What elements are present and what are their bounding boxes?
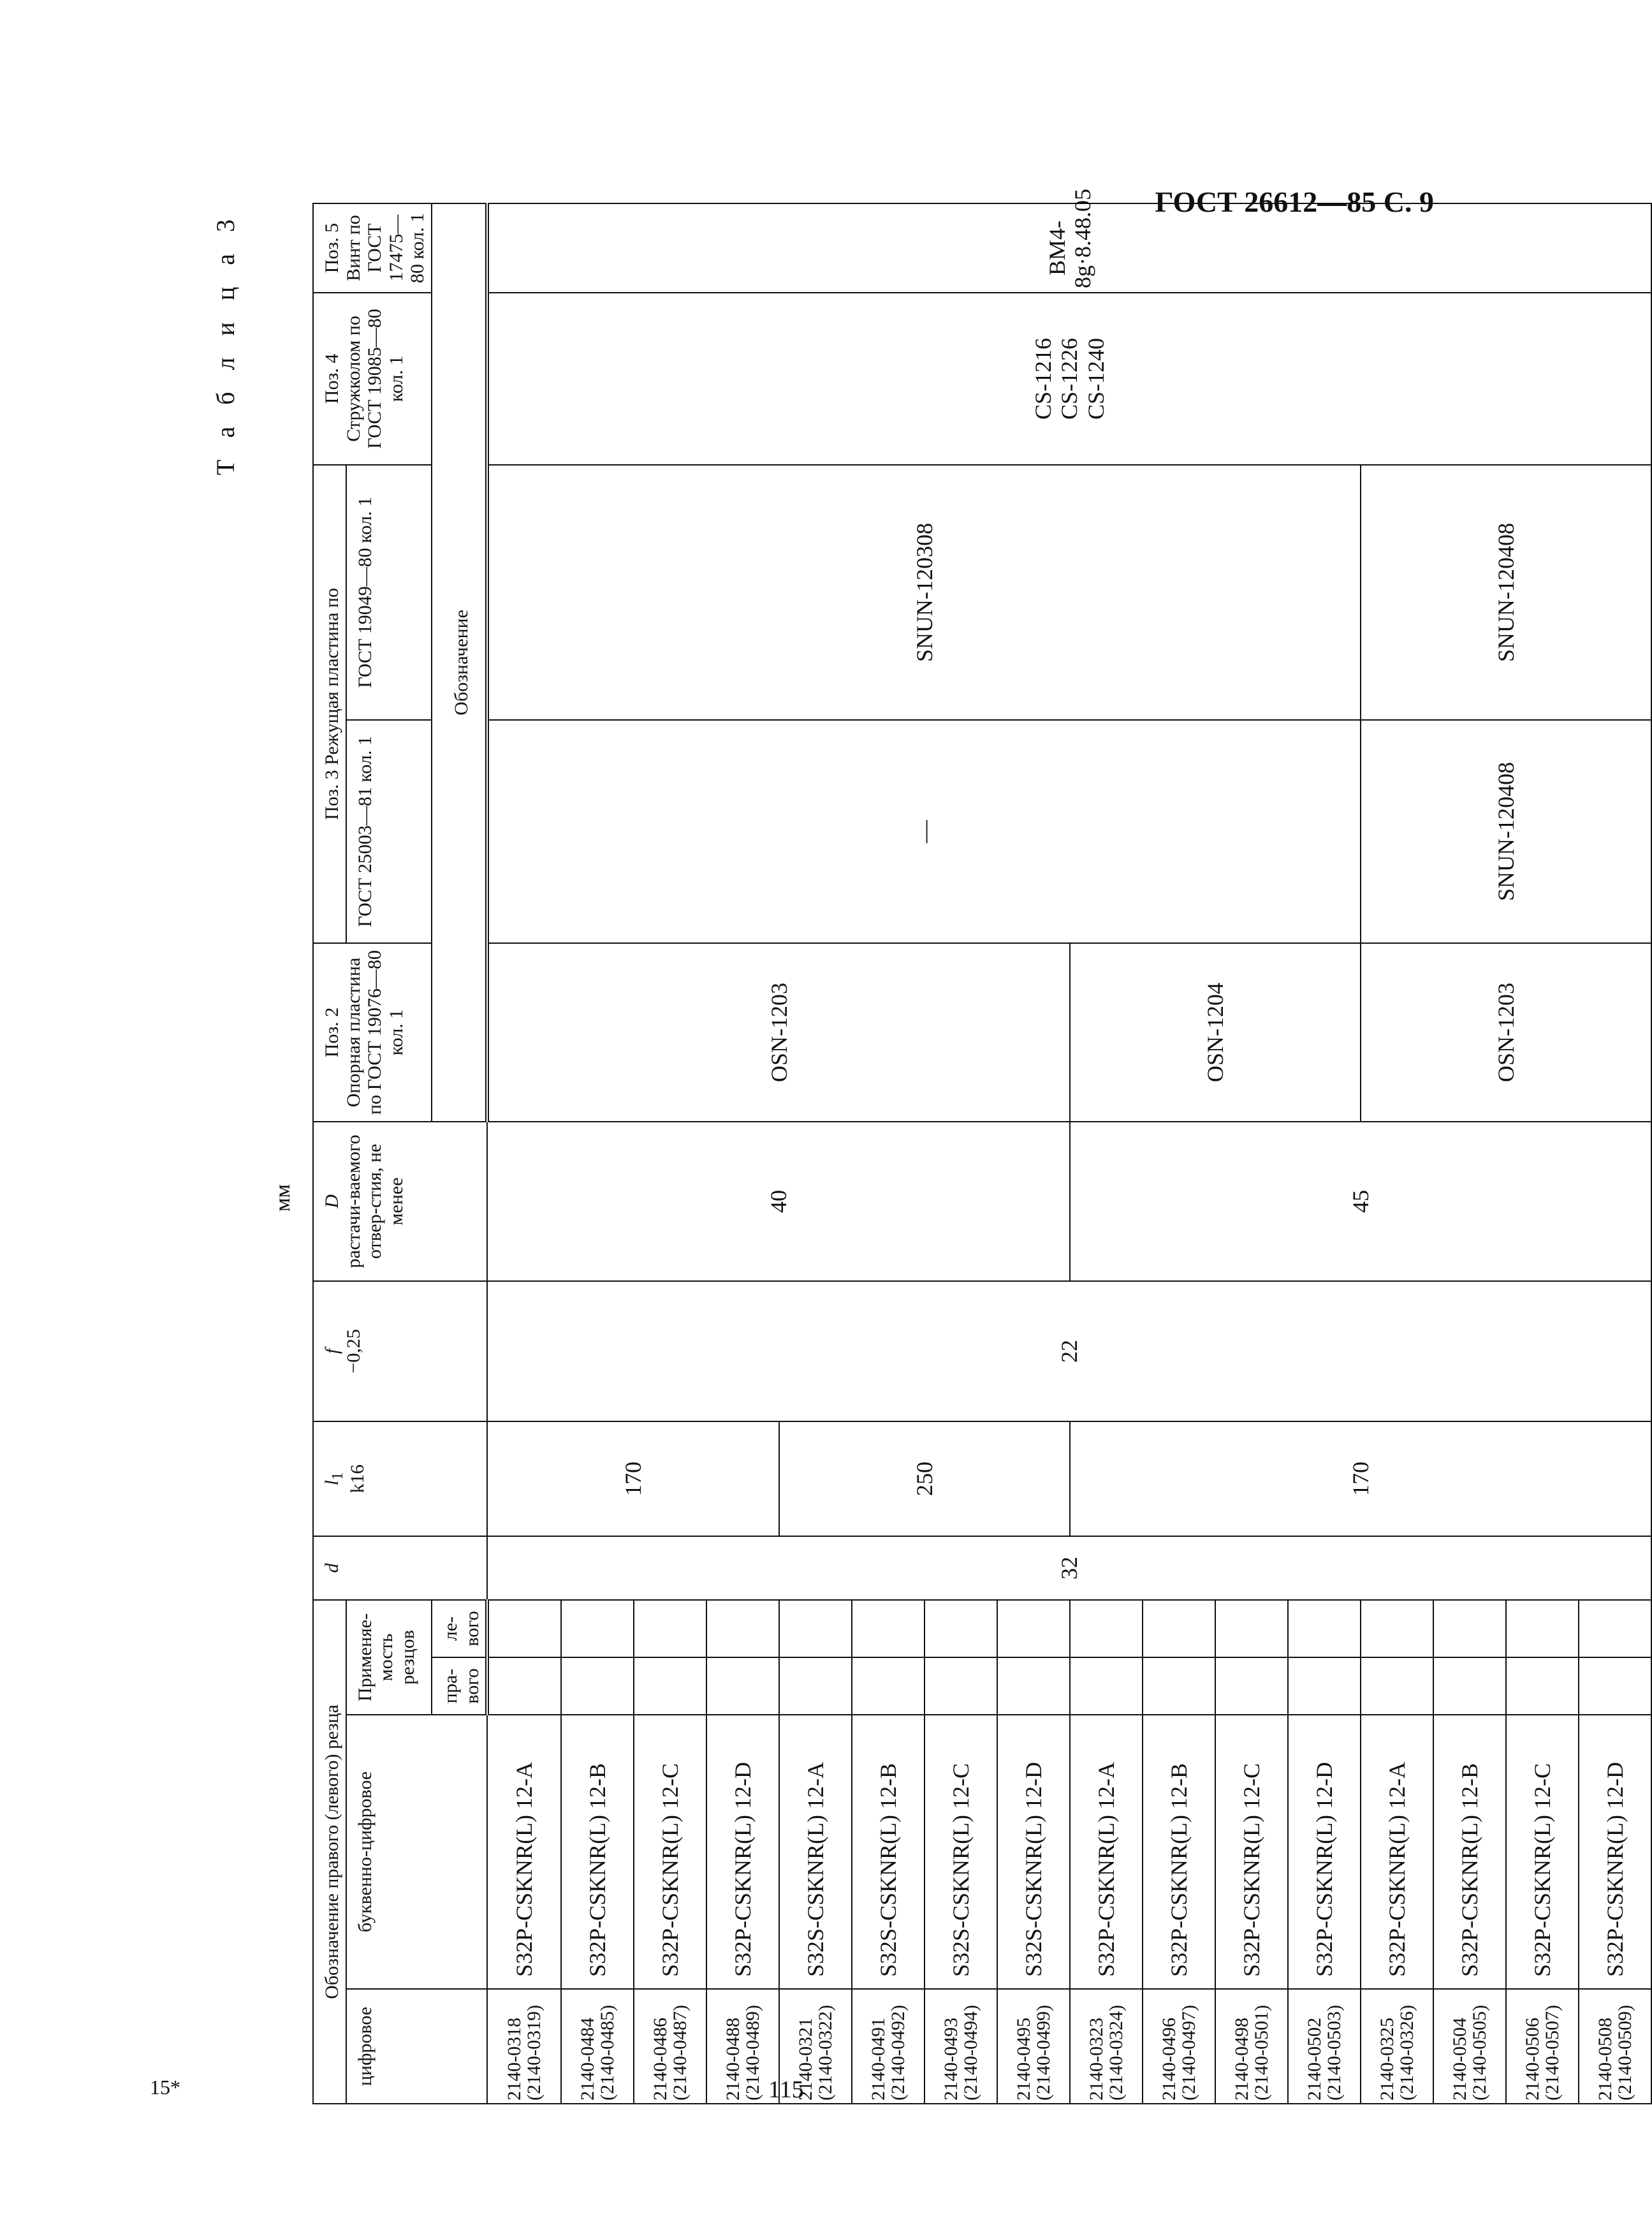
cell-l1-b: 250 bbox=[779, 1421, 1070, 1536]
cell-bukvenno: S32P-CSKNR(L) 12-B bbox=[561, 1715, 634, 1989]
table-caption: Т а б л и ц а 3 bbox=[211, 212, 240, 476]
cell-poz3-gost19049-a: SNUN-120308 bbox=[487, 465, 1361, 720]
header-cifrovoe: цифровое bbox=[346, 1989, 488, 2104]
cell-pravogo bbox=[1506, 1657, 1579, 1715]
cell-levogo bbox=[779, 1600, 852, 1657]
cell-levogo bbox=[634, 1600, 706, 1657]
cell-bukvenno: S32P-CSKNR(L) 12-D bbox=[1288, 1715, 1361, 1989]
header-primenyaemost: Применяе-мость резцов bbox=[346, 1600, 432, 1715]
cell-levogo bbox=[1070, 1600, 1143, 1657]
header-pravogo: пра-вого bbox=[432, 1657, 487, 1715]
cell-d: 32 bbox=[487, 1536, 1651, 1600]
cell-bukvenno: S32P-CSKNR(L) 12-A bbox=[487, 1715, 561, 1989]
unit-label: мм bbox=[271, 1184, 295, 1212]
cell-poz3-gost25003-a: — bbox=[487, 720, 1361, 943]
cell-pravogo bbox=[706, 1657, 779, 1715]
cell-cifrovoe: 2140-0484 (2140-0485) bbox=[561, 1989, 634, 2104]
cell-levogo bbox=[1361, 1600, 1433, 1657]
cell-bukvenno: S32P-CSKNR(L) 12-C bbox=[1215, 1715, 1288, 1989]
cell-bukvenno: S32P-CSKNR(L) 12-D bbox=[1579, 1715, 1651, 1989]
cell-poz5: ВМ4-8g·8.48.05 bbox=[487, 203, 1651, 293]
cell-pravogo bbox=[487, 1657, 561, 1715]
cell-pravogo bbox=[1143, 1657, 1215, 1715]
cell-levogo bbox=[925, 1600, 997, 1657]
header-D: D растачи-ваемого отвер-стия, не менее bbox=[313, 1122, 487, 1281]
cell-bukvenno: S32P-CSKNR(L) 12-B bbox=[1143, 1715, 1215, 1989]
cell-pravogo bbox=[1579, 1657, 1651, 1715]
header-poz2: Поз. 2 Опорная пластина по ГОСТ 19076—80 кол. 1 bbox=[313, 943, 432, 1122]
page-number: 115 bbox=[768, 2076, 804, 2103]
cell-pravogo bbox=[1215, 1657, 1288, 1715]
cell-levogo bbox=[1506, 1600, 1579, 1657]
cell-bukvenno: S32S-CSKNR(L) 12-C bbox=[925, 1715, 997, 1989]
cell-l1-c: 170 bbox=[1070, 1421, 1651, 1536]
cell-bukvenno: S32S-CSKNR(L) 12-B bbox=[852, 1715, 925, 1989]
cell-levogo bbox=[706, 1600, 779, 1657]
cell-bukvenno: S32S-CSKNR(L) 12-D bbox=[997, 1715, 1070, 1989]
cell-cifrovoe: 2140-0486 (2140-0487) bbox=[634, 1989, 706, 2104]
cell-levogo bbox=[1433, 1600, 1506, 1657]
cell-poz2-c: OSN-1203 bbox=[1361, 943, 1651, 1122]
cell-cifrovoe: 2140-0491 (2140-0492) bbox=[852, 1989, 925, 2104]
cell-pravogo bbox=[561, 1657, 634, 1715]
page-header: ГОСТ 26612—85 С. 9 bbox=[1155, 186, 1434, 218]
cell-cifrovoe: 2140-0488 (2140-0489) bbox=[706, 1989, 779, 2104]
cell-cifrovoe: 2140-0321 (2140-0322) bbox=[779, 1989, 852, 2104]
cell-cifrovoe: 2140-0508 (2140-0509) bbox=[1579, 1989, 1651, 2104]
header-poz5: Поз. 5 Винт по ГОСТ 17475—80 кол. 1 bbox=[313, 203, 432, 293]
cell-cifrovoe: 2140-0506 (2140-0507) bbox=[1506, 1989, 1579, 2104]
cell-levogo bbox=[561, 1600, 634, 1657]
cell-cifrovoe: 2140-0504 (2140-0505) bbox=[1433, 1989, 1506, 2104]
cell-pravogo bbox=[1361, 1657, 1433, 1715]
cell-pravogo bbox=[1288, 1657, 1361, 1715]
cell-levogo bbox=[1215, 1600, 1288, 1657]
cell-bukvenno: S32P-CSKNR(L) 12-A bbox=[1361, 1715, 1433, 1989]
cell-D-b: 45 bbox=[1070, 1122, 1651, 1281]
cell-cifrovoe: 2140-0493 (2140-0494) bbox=[925, 1989, 997, 2104]
cell-levogo bbox=[852, 1600, 925, 1657]
header-gost25003: ГОСТ 25003—81 кол. 1 bbox=[346, 720, 432, 943]
header-bukvenno: буквенно-цифровое bbox=[346, 1715, 488, 1989]
cell-bukvenno: S32P-CSKNR(L) 12-C bbox=[634, 1715, 706, 1989]
cell-poz3-gost25003-b: SNUN-120408 bbox=[1361, 720, 1651, 943]
cell-levogo bbox=[1143, 1600, 1215, 1657]
header-levogo: ле-вого bbox=[432, 1600, 487, 1657]
cell-bukvenno: S32P-CSKNR(L) 12-C bbox=[1506, 1715, 1579, 1989]
cell-pravogo bbox=[634, 1657, 706, 1715]
header-f: f −0,25 bbox=[313, 1281, 487, 1421]
cell-cifrovoe: 2140-0325 (2140-0326) bbox=[1361, 1989, 1433, 2104]
cell-f: 22 bbox=[487, 1281, 1651, 1421]
cell-cifrovoe: 2140-0496 (2140-0497) bbox=[1143, 1989, 1215, 2104]
cell-pravogo bbox=[997, 1657, 1070, 1715]
cell-cifrovoe: 2140-0495 (2140-0499) bbox=[997, 1989, 1070, 2104]
cell-pravogo bbox=[1070, 1657, 1143, 1715]
cell-poz2-b: OSN-1204 bbox=[1070, 943, 1361, 1122]
cell-cifrovoe: 2140-0323 (2140-0324) bbox=[1070, 1989, 1143, 2104]
cell-cifrovoe: 2140-0502 (2140-0503) bbox=[1288, 1989, 1361, 2104]
cell-bukvenno: S32P-CSKNR(L) 12-B bbox=[1433, 1715, 1506, 1989]
cell-levogo bbox=[1288, 1600, 1361, 1657]
cell-pravogo bbox=[925, 1657, 997, 1715]
cell-pravogo bbox=[852, 1657, 925, 1715]
cell-pravogo bbox=[779, 1657, 852, 1715]
cell-bukvenno: S32P-CSKNR(L) 12-A bbox=[1070, 1715, 1143, 1989]
cell-poz2-a: OSN-1203 bbox=[487, 943, 1070, 1122]
cell-bukvenno: S32P-CSKNR(L) 12-D bbox=[706, 1715, 779, 1989]
cell-pravogo bbox=[1433, 1657, 1506, 1715]
cell-cifrovoe: 2140-0498 (2140-0501) bbox=[1215, 1989, 1288, 2104]
header-gost19049: ГОСТ 19049—80 кол. 1 bbox=[346, 465, 432, 720]
cell-poz4: CS-1216 CS-1226 CS-1240 bbox=[487, 293, 1651, 465]
cell-levogo bbox=[1579, 1600, 1651, 1657]
header-poz3: Поз. 3 Режущая пластина по bbox=[313, 465, 346, 943]
header-l1: $l_1$ k16 bbox=[313, 1421, 487, 1536]
cell-levogo bbox=[487, 1600, 561, 1657]
header-d: d bbox=[313, 1536, 487, 1600]
cell-poz3-gost19049-b: SNUN-120408 bbox=[1361, 465, 1651, 720]
header-designation-group: Обозначение правого (левого) резца bbox=[313, 1600, 346, 2104]
header-oboznachenie: Обозначение bbox=[432, 203, 487, 1122]
cell-D-a: 40 bbox=[487, 1122, 1070, 1281]
cell-l1-a: 170 bbox=[487, 1421, 779, 1536]
header-poz4: Поз. 4 Стружколом по ГОСТ 19085—80 кол. 1 bbox=[313, 293, 432, 465]
table-row bbox=[487, 203, 561, 2104]
cell-levogo bbox=[997, 1600, 1070, 1657]
cell-bukvenno: S32S-CSKNR(L) 12-A bbox=[779, 1715, 852, 1989]
signature-mark: 15* bbox=[150, 2076, 180, 2099]
cell-cifrovoe: 2140-0318 (2140-0319) bbox=[487, 1989, 561, 2104]
